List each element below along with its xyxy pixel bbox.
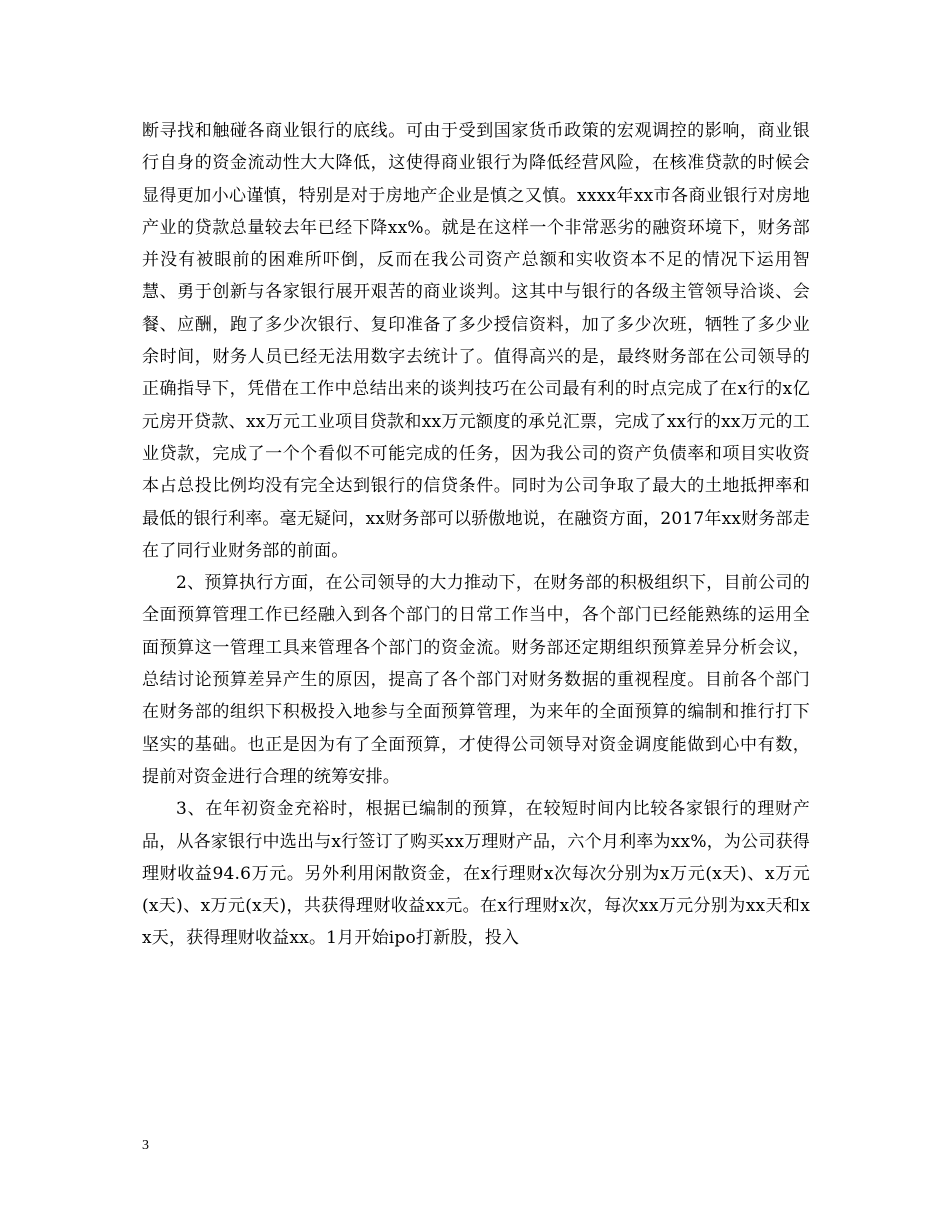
paragraph-budget-execution: 2、预算执行方面，在公司领导的大力推动下，在财务部的积极组织下，目前公司的全面预算管理工作已经融入到各个部门的日常工作当中，各个部门已经能熟练的运用全面预算这一管理工具来管理各个部门的资金流。财务部还定期组织预算差异分析会议，总结讨论预算差异产生的原因，提高了各个部门对财务数据的重视程度。目前各个部门在财务部的组织下积极投入地参与全面预算管理，为来年的全面预算的编制和推行打下坚实的基础。也正是因为有了全面预算，才使得公司领导对资金调度能做到心中有数，提前对资金进行合理的统筹安排。 <box>142 573 810 787</box>
paragraph-financing: 断寻找和触碰各商业银行的底线。可由于受到国家货币政策的宏观调控的影响，商业银行自身的资金流动性大大降低，这使得商业银行为降低经营风险，在核准贷款的时候会显得更加小心谨慎，特别是对于房地产企业是慎之又慎。xxxx年xx市各商业银行对房地产业的贷款总量较去年已经下降xx%。就是在这样一个非常恶劣的融资环境下，财务部并没有被眼前的困难所吓倒，反而在我公司资产总额和实收资本不足的情况下运用智慧、勇于创新与各家银行展开艰苦的商业谈判。这其中与银行的各级主管领导洽谈、会餐、应酬，跑了多少次银行、复印准备了多少授信资料，加了多少次班，牺牲了多少业余时间，财务人员已经无法用数字去统计了。值得高兴的是，最终财务部在公司领导的正确指导下，凭借在工作中总结出来的谈判技巧在公司最有利的时点完成了在x行的x亿元房开贷款、xx万元工业项目贷款和xx万元额度的承兑汇票，完成了xx行的xx万元的工业贷款，完成了一个个看似不可能完成的任务，因为我公司的资产负债率和项目实收资本占总投比例均没有完全达到银行的信贷条件。同时为公司争取了最大的土地抵押率和最低的银行利率。毫无疑问，xx财务部可以骄傲地说，在融资方面，2017年xx财务部走在了同行业财务部的前面。 <box>142 121 811 561</box>
paragraph-wealth-management: 3、在年初资金充裕时，根据已编制的预算，在较短时间内比较各家银行的理财产品，从各家银行中选出与x行签订了购买xx万理财产品，六个月利率为xx%，为公司获得理财收益94.6万元。另外利用闲散资金，在x行理财x次每次分别为x万元(x天)、x万元(x天)、x万元(x天)，共获得理财收益xx元。在x行理财x次，每次xx万元分别为xx天和xx天，获得理财收益xx。1月开始ipo打新股，投入 <box>142 799 810 949</box>
document-body <box>142 115 810 955</box>
page-number: 3 <box>142 1138 149 1153</box>
